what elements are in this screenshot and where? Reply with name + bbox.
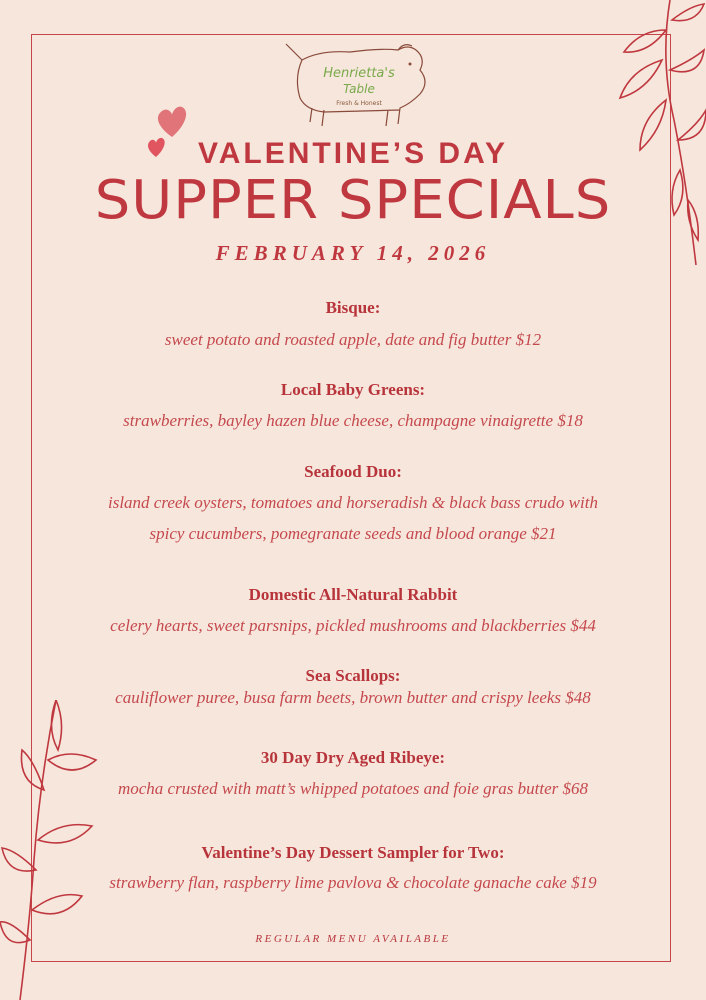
menu-item-desc: celery hearts, sweet parsnips, pickled mushrooms and blackberries $44 (110, 616, 596, 635)
menu-item-name: Local Baby Greens: (280, 380, 426, 399)
title-supper-specials: SUPPER SPECIALS (94, 169, 612, 232)
menu-item-name: Bisque: (325, 298, 381, 317)
title-valentines-day: VALENTINE’S DAY (197, 137, 509, 170)
menu-item-desc: strawberry flan, raspberry lime pavlova & chocolate ganache cake $19 (109, 873, 597, 892)
menu-item-name: Seafood Duo: (304, 462, 402, 481)
menu-item-name: Valentine’s Day Dessert Sampler for Two: (201, 843, 505, 862)
regular-menu-note: REGULAR MENU AVAILABLE (255, 933, 451, 945)
menu-item-desc: sweet potato and roasted apple, date and fig butter $12 (164, 330, 542, 349)
restaurant-logo (280, 38, 432, 132)
event-date: FEBRUARY 14, 2026 (215, 241, 491, 265)
menu-item-desc: cauliflower puree, busa farm beets, brown butter and crispy leeks $48 (115, 688, 591, 707)
menu-item-name: Sea Scallops: (305, 666, 401, 685)
menu-item-desc: island creek oysters, tomatoes and horseradish & black bass crudo with (108, 493, 598, 512)
logo-name-line2: Table (343, 82, 375, 96)
menu-item-desc: strawberries, bayley hazen blue cheese, champagne vinaigrette $18 (123, 411, 583, 430)
menu-item-name: 30 Day Dry Aged Ribeye: (260, 748, 446, 767)
menu-item-desc: spicy cucumbers, pomegranate seeds and blood orange $21 (149, 524, 557, 543)
logo-tagline: Fresh & Honest (336, 100, 382, 107)
leaf-vine-icon (0, 700, 110, 1000)
menu-item-desc: mocha crusted with matt’s whipped potatoes and foie gras butter $68 (117, 779, 588, 798)
menu-item-name: Domestic All-Natural Rabbit (248, 585, 458, 604)
leaf-vine-icon (600, 0, 706, 270)
logo-name-line1: Henrietta's (323, 66, 395, 81)
